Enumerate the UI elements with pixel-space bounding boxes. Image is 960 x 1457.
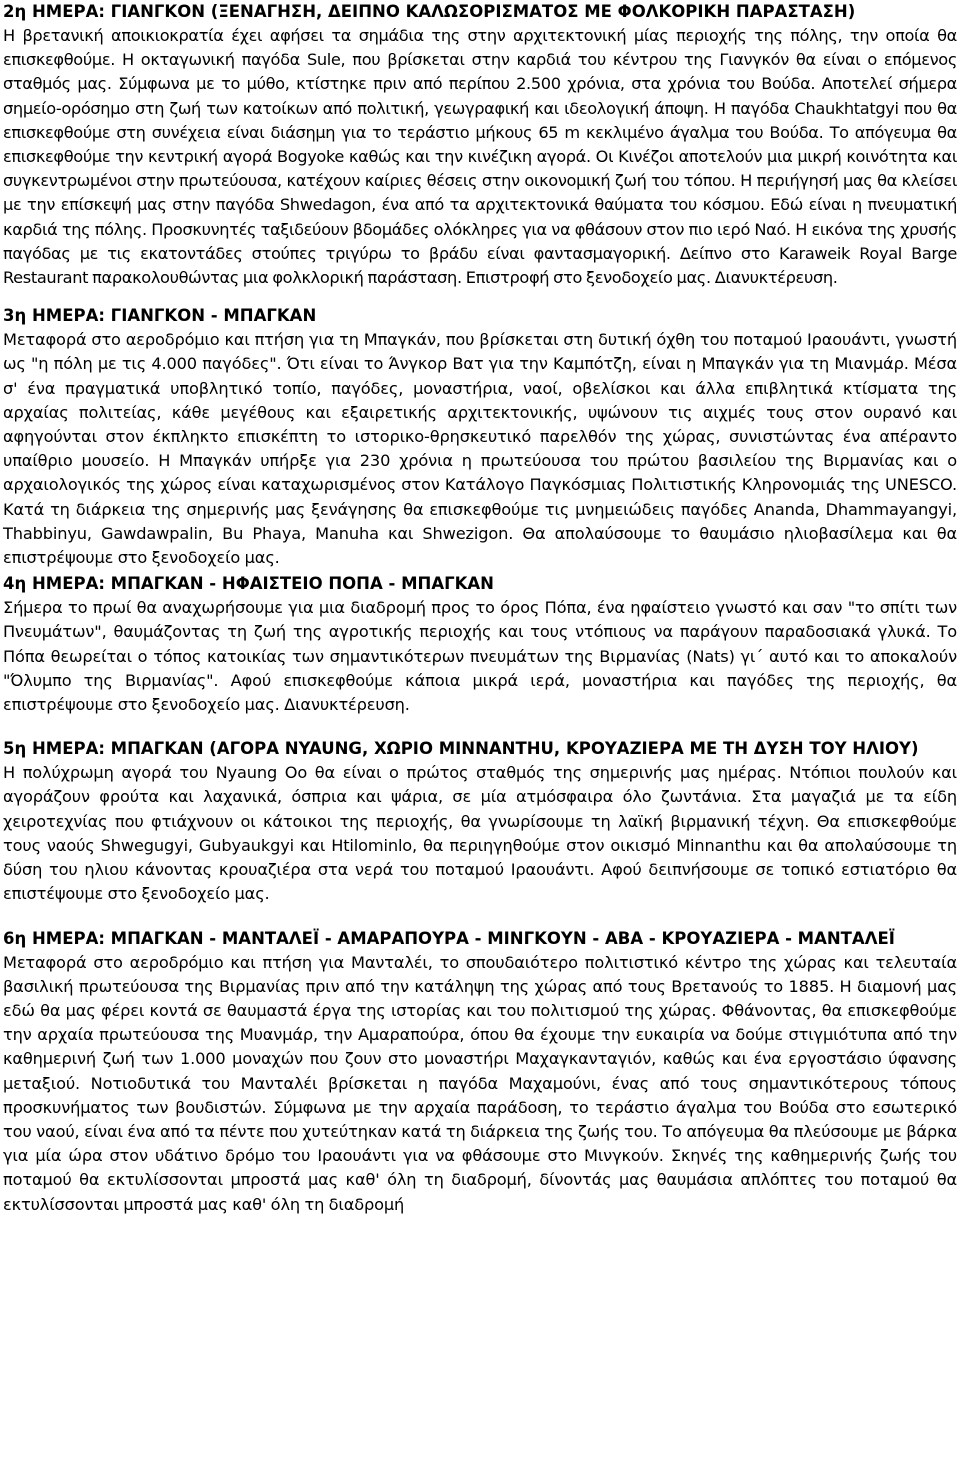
- day-5-title: 5η ΗΜΕΡΑ: ΜΠΑΓΚΑΝ (ΑΓΟΡΑ NYAUNG, ΧΩΡΙΟ MINNANTHU, ΚΡΟΥΑΖΙΕΡΑ ΜΕ ΤΗ ΔΥΣΗ ΤΟΥ ΗΛΙΟΥ): [3, 739, 919, 759]
- day-3-title: 3η ΗΜΕΡΑ: ΓΙΑΝΓΚΟΝ - ΜΠΑΓΚΑΝ: [3, 306, 317, 326]
- day-3-section: [3, 304, 957, 570]
- day-6-section: [3, 927, 957, 1217]
- day-2-section: [3, 0, 957, 290]
- day-6-title: 6η ΗΜΕΡΑ: ΜΠΑΓΚΑΝ - ΜΑΝΤΑΛΕΪ - ΑΜΑΡΑΠΟΥΡΑ - ΜΙΝΓΚΟΥΝ - ΑΒΑ - ΚΡΟΥΑΖΙΕΡΑ - ΜΑΝΤΑΛΕΪ: [3, 928, 895, 948]
- day-4-body: Σήμερα το πρωί θα αναχωρήσουμε για μια διαδρομή προς το όρος Πόπα, ένα ηφαίστειο γνωστό και σαν "το σπίτι των Πνευμάτων", θαυμάζοντας τη ζωή της αγροτικής περιοχής και τους ντόπιους να παράγουν παραδοσιακά γλυκά. Το Πόπα θεωρείται ο τόπος κατοικίας των σημαντικότερων πνευμάτων της Βιρμανίας (Nats) γι΄ αυτό και το αποκαλούν "Όλυμπο της Βιρμανίας". Αφού επισκεφθούμε κάποια μικρά ιερά, μοναστήρια και παγόδες της περιοχής, θα επιστρέψουμε στο ξενοδοχείο μας. Διανυκτέρευση.: [3, 598, 957, 715]
- day-5-body: Η πολύχρωμη αγορά του Nyaung Oo θα είναι ο πρώτος σταθμός της σημερινής μας ημέρας. Ντόπιοι πουλούν και αγοράζουν φρούτα και λαχανικά, όσπρια και ψάρια, σε μία ατμόσφαιρα όλο ζωντάνια. Στα μαγαζιά με τα είδη χειροτεχνίας που φτιάχνουν οι κάτοικοι της περιοχής, θα γνωρίσουμε τη λαϊκή βιρμανική τέχνη. Θα επισκεφθούμε τους ναούς Shwegugyi, Gubyaukgyi και Htilominlo, θα περιηγηθούμε στον οικισμό Minnanthu και θα απολαύσουμε τη δύση του ηλιου κάνοντας κρουαζιέρα στα νερά του ποταμού Ιραουάντι. Αφού δειπνήσουμε σε τοπικό εστιατόριο θα επιστέψουμε στο ξενοδοχείο μας.: [3, 763, 957, 904]
- day-5-section: [3, 737, 957, 906]
- day-4-section: [3, 572, 957, 717]
- day-2-body: Η βρετανική αποικιοκρατία έχει αφήσει τα σημάδια της στην αρχιτεκτονική μίας περιοχής της πόλης, την οποία θα επισκεφθούμε. Η οκταγωνική παγόδα Sule, που βρίσκεται στην καρδιά του κέντρου της Γιανγκόν θα είναι ο επόμενος σταθμός μας. Σύμφωνα με το μύθο, κτίστηκε πριν από περίπου 2.500 χρόνια, στα χρόνια του Βούδα. Αποτελεί σήμερα σημείο-ορόσημο στη ζωή των κατοίκων από πολιτική, γεωγραφική και ιδεολογική άποψη. Η παγόδα Chaukhtatgyi που θα επισκεφθούμε στη συνέχεια είναι διάσημη για το τεράστιο μήκους 65 m κεκλιμένο άγαλμα του Βούδα. Το απόγευμα θα επισκεφθούμε την κεντρική αγορά Bogyoke καθώς και την κινέζικη αγορά. Οι Κινέζοι αποτελούν μια μικρή κοινότητα και συγκεντρωμένοι στην πρωτεύουσα, κατέχουν καίριες θέσεις στην οικονομική ζωή του τόπου. Η περιήγησή μας θα κλείσει με την επίσκεψή μας στην παγόδα Shwedagon, ένα από τα αρχιτεκτονικά θαύματα του κόσμου. Εδώ είναι η πνευματική καρδιά της πόλης. Προσκυνητές ταξιδεύουν βδομάδες ολόκληρες για να φθάσουν στον πιο ιερό Ναό. Η εικόνα της χρυσής παγόδας με τις εκατοντάδες στούπες τριγύρω το βράδυ είναι φαντασμαγορική. Δείπνο στο Karaweik Royal Barge Restaurant παρακολουθώντας μια φολκλορική παράσταση. Επιστροφή στο ξενοδοχείο μας. Διανυκτέρευση.: [3, 26, 957, 288]
- day-6-body: Μεταφορά στο αεροδρόμιο και πτήση για Μανταλέι, το σπουδαιότερο πολιτιστικό κέντρο της χώρας και τελευταία βασιλική πρωτεύουσα της Βιρμανίας πριν από την κατάληψη της χώρας από τους Βρετανούς το 1885. Η διαμονή μας εδώ θα μας φέρει κοντά σε θαυμαστά έργα της ιστορίας και του πολιτισμού της χώρας. Φθάνοντας, θα επισκεφθούμε την αρχαία πρωτεύουσα της Μυανμάρ, την Αμαραπούρα, όπου θα έχουμε την ευκαιρία να δούμε στιγμιότυπα από την καθημερινή ζωή των 1.000 μοναχών που ζουν στο μοναστήρι Μαχαγκανταγιόν, καθώς και ένα εργοστάσιο ύφανσης μεταξιού. Νοτιοδυτικά του Μανταλέι βρίσκεται η παγόδα Μαχαμούνι, ένας από τους σημαντικότερους τόπους προσκυνήματος των βουδιστών. Σύμφωνα με την αρχαία παράδοση, το τεράστιο άγαλμα του Βούδα στο εσωτερικό του ναού, είναι ένα από τα πέντε που χυτεύτηκαν κατά τη διάρκεια της ζωής του. Το απόγευμα θα πλεύσουμε με βάρκα για μία ώρα στον υδάτινο δρόμο του Ιραουάντι για να φθάσουμε στο Μινγκούν. Σκηνές της καθημερινής ζωής του ποταμού θα εκτυλίσσονται μπροστά μας καθ' όλη τη διαδρομή, δίνοντάς μας θαυμάσια απλόπτες του ποταμού θα εκτυλίσσονται μπροστά μας καθ' όλη τη διαδρομή: [3, 952, 957, 1214]
- day-4-title: 4η ΗΜΕΡΑ: ΜΠΑΓΚΑΝ - ΗΦΑΙΣΤΕΙΟ ΠΟΠΑ - ΜΠΑΓΚΑΝ: [3, 574, 494, 594]
- day-3-body: Μεταφορά στο αεροδρόμιο και πτήση για τη Μπαγκάν, που βρίσκεται στη δυτική όχθη του ποταμού Ιραουάντι, γνωστή ως "η πόλη με τις 4.000 παγόδες". Ότι είναι το Άνγκορ Βατ για την Καμπότζη, είναι η Μπαγκάν για τη Μιανμάρ. Μέσα σ' ένα πραγματικά υποβλητικό τοπίο, παγόδες, μοναστήρια, ναοί, οβελίσκοι και άλλα επιβλητικά κτίσματα της αρχαίας πολιτείας, κάθε μεγέθους και εξαιρετικής αρχιτεκτονικής, υψώνουν τις αιχμές τους στον ουρανό και αφηγούνται στον έκπληκτο επισκέπτη το ιστορικο-θρησκευτικό παρελθόν της χώρας, συνιστώντας ένα απέραντο υπαίθριο μουσείο. Η Μπαγκάν υπήρξε για 230 χρόνια η πρωτεύουσα του πρώτου βασιλείου της Βιρμανίας και ο αρχαιολογικός της χώρος είναι καταχωρισμένος στον Κατάλογο Παγκόσμιας Πολιτιστικής Κληρονομιάς της UNESCO. Κατά τη διάρκεια της σημερινής μας ξενάγησης θα επισκεφθούμε τις μνημειώδεις παγόδες Ananda, Dhammayangyi, Thabbinyu, Gawdawpalin, Bu Phaya, Manuha και Shwezigon. Θα απολαύσουμε το θαυμάσιο ηλιοβασίλεμα και θα επιστρέψουμε στο ξενοδοχείο μας.: [3, 330, 957, 568]
- day-2-title: 2η ΗΜΕΡΑ: ΓΙΑΝΓΚΟΝ (ΞΕΝΑΓΗΣΗ, ΔΕΙΠΝΟ ΚΑΛΩΣΟΡΙΣΜΑΤΟΣ ΜΕ ΦΟΛΚΟΡΙΚΗ ΠΑΡΑΣΤΑΣΗ): [3, 2, 856, 21]
